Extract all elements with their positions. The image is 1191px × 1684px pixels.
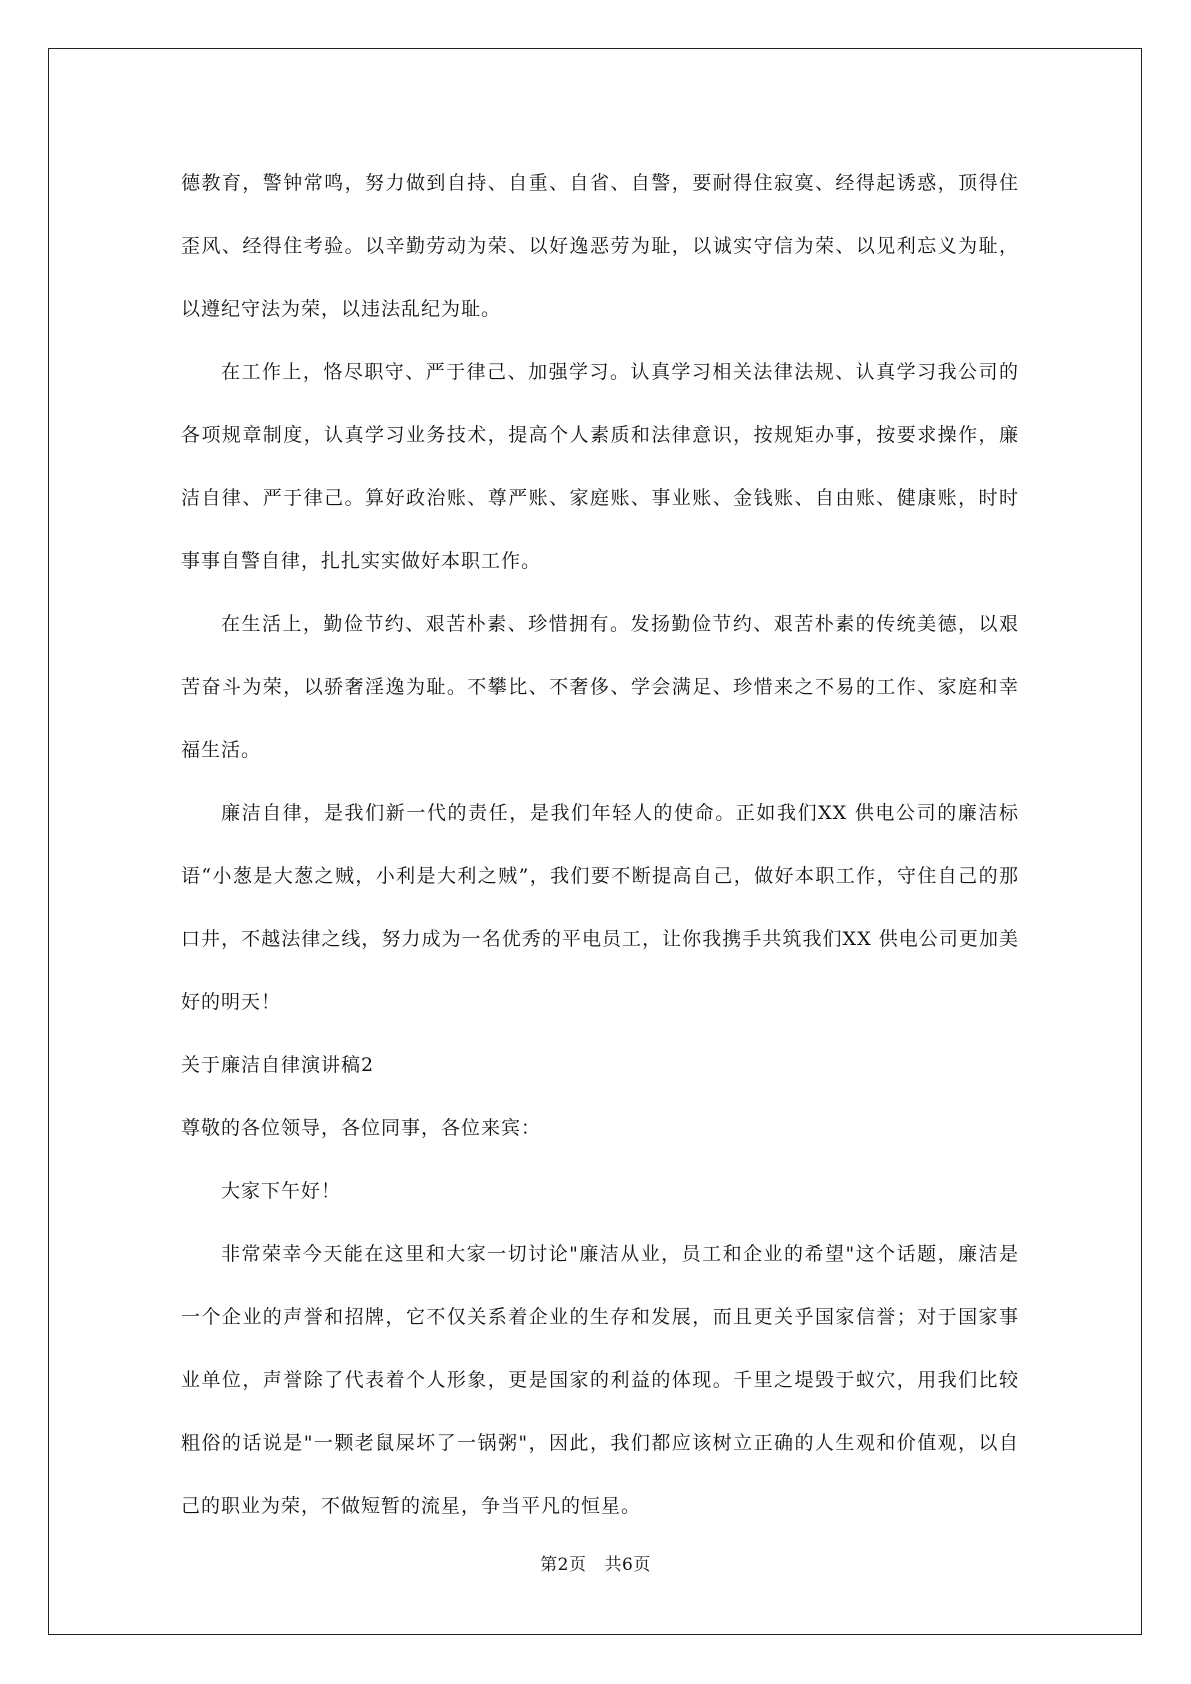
paragraph-8: 非常荣幸今天能在这里和大家一切讨论"廉洁从业，员工和企业的希望"这个话题，廉洁是一个企业的声誉和招牌，它不仅关系着企业的生存和发展，而且更关乎国家信誉；对于国家事业单位，声誉除了代表着个人形象，更是国家的利益的体现。千里之堤毁于蚁穴，用我们比较粗俗的话说是"一颗老鼠屎坏了一锅粥"，因此，我们都应该树立正确的人生观和价值观，以自己的职业为荣，不做短暂的流星，争当平凡的恒星。 [181,1243,1019,1517]
paragraph-2: 在工作上，恪尽职守、严于律己、加强学习。认真学习相关法律法规、认真学习我公司的各项规章制度，认真学习业务技术，提高个人素质和法律意识，按规矩办事，按要求操作，廉洁自律、严于律己。算好政治账、尊严账、家庭账、事业账、金钱账、自由账、健康账，时时事事自警自律，扎扎实实做好本职工作。 [181,361,1019,572]
page-total: 共6页 [604,1555,651,1575]
page-footer [0,1550,1191,1575]
paragraph-3: 在生活上，勤俭节约、艰苦朴素、珍惜拥有。发扬勤俭节约、艰苦朴素的传统美德，以艰苦奋斗为荣，以骄奢淫逸为耻。不攀比、不奢侈、学会满足、珍惜来之不易的工作、家庭和幸福生活。 [181,613,1019,761]
section-title: 关于廉洁自律演讲稿2 [181,1054,375,1076]
paragraph-1: 德教育，警钟常鸣，努力做到自持、自重、自省、自警，要耐得住寂寞、经得起诱惑，顶得住歪风、经得住考验。以辛勤劳动为荣、以好逸恶劳为耻，以诚实守信为荣、以见利忘义为耻，以遵纪守法为荣，以违法乱纪为耻。 [181,172,1019,320]
page-number: 第2页 [540,1555,587,1575]
greeting: 大家下午好！ [221,1180,342,1202]
salutation: 尊敬的各位领导，各位同事，各位来宾： [181,1117,542,1139]
paragraph-4: 廉洁自律，是我们新一代的责任，是我们年轻人的使命。正如我们XX 供电公司的廉洁标语“小葱是大葱之贼，小利是大利之贼”，我们要不断提高自己，做好本职工作，守住自己的那口井，不越法律之线，努力成为一名优秀的平电员工，让你我携手共筑我们XX 供电公司更加美好的明天！ [181,802,1019,1013]
document-body [181,152,1019,1538]
